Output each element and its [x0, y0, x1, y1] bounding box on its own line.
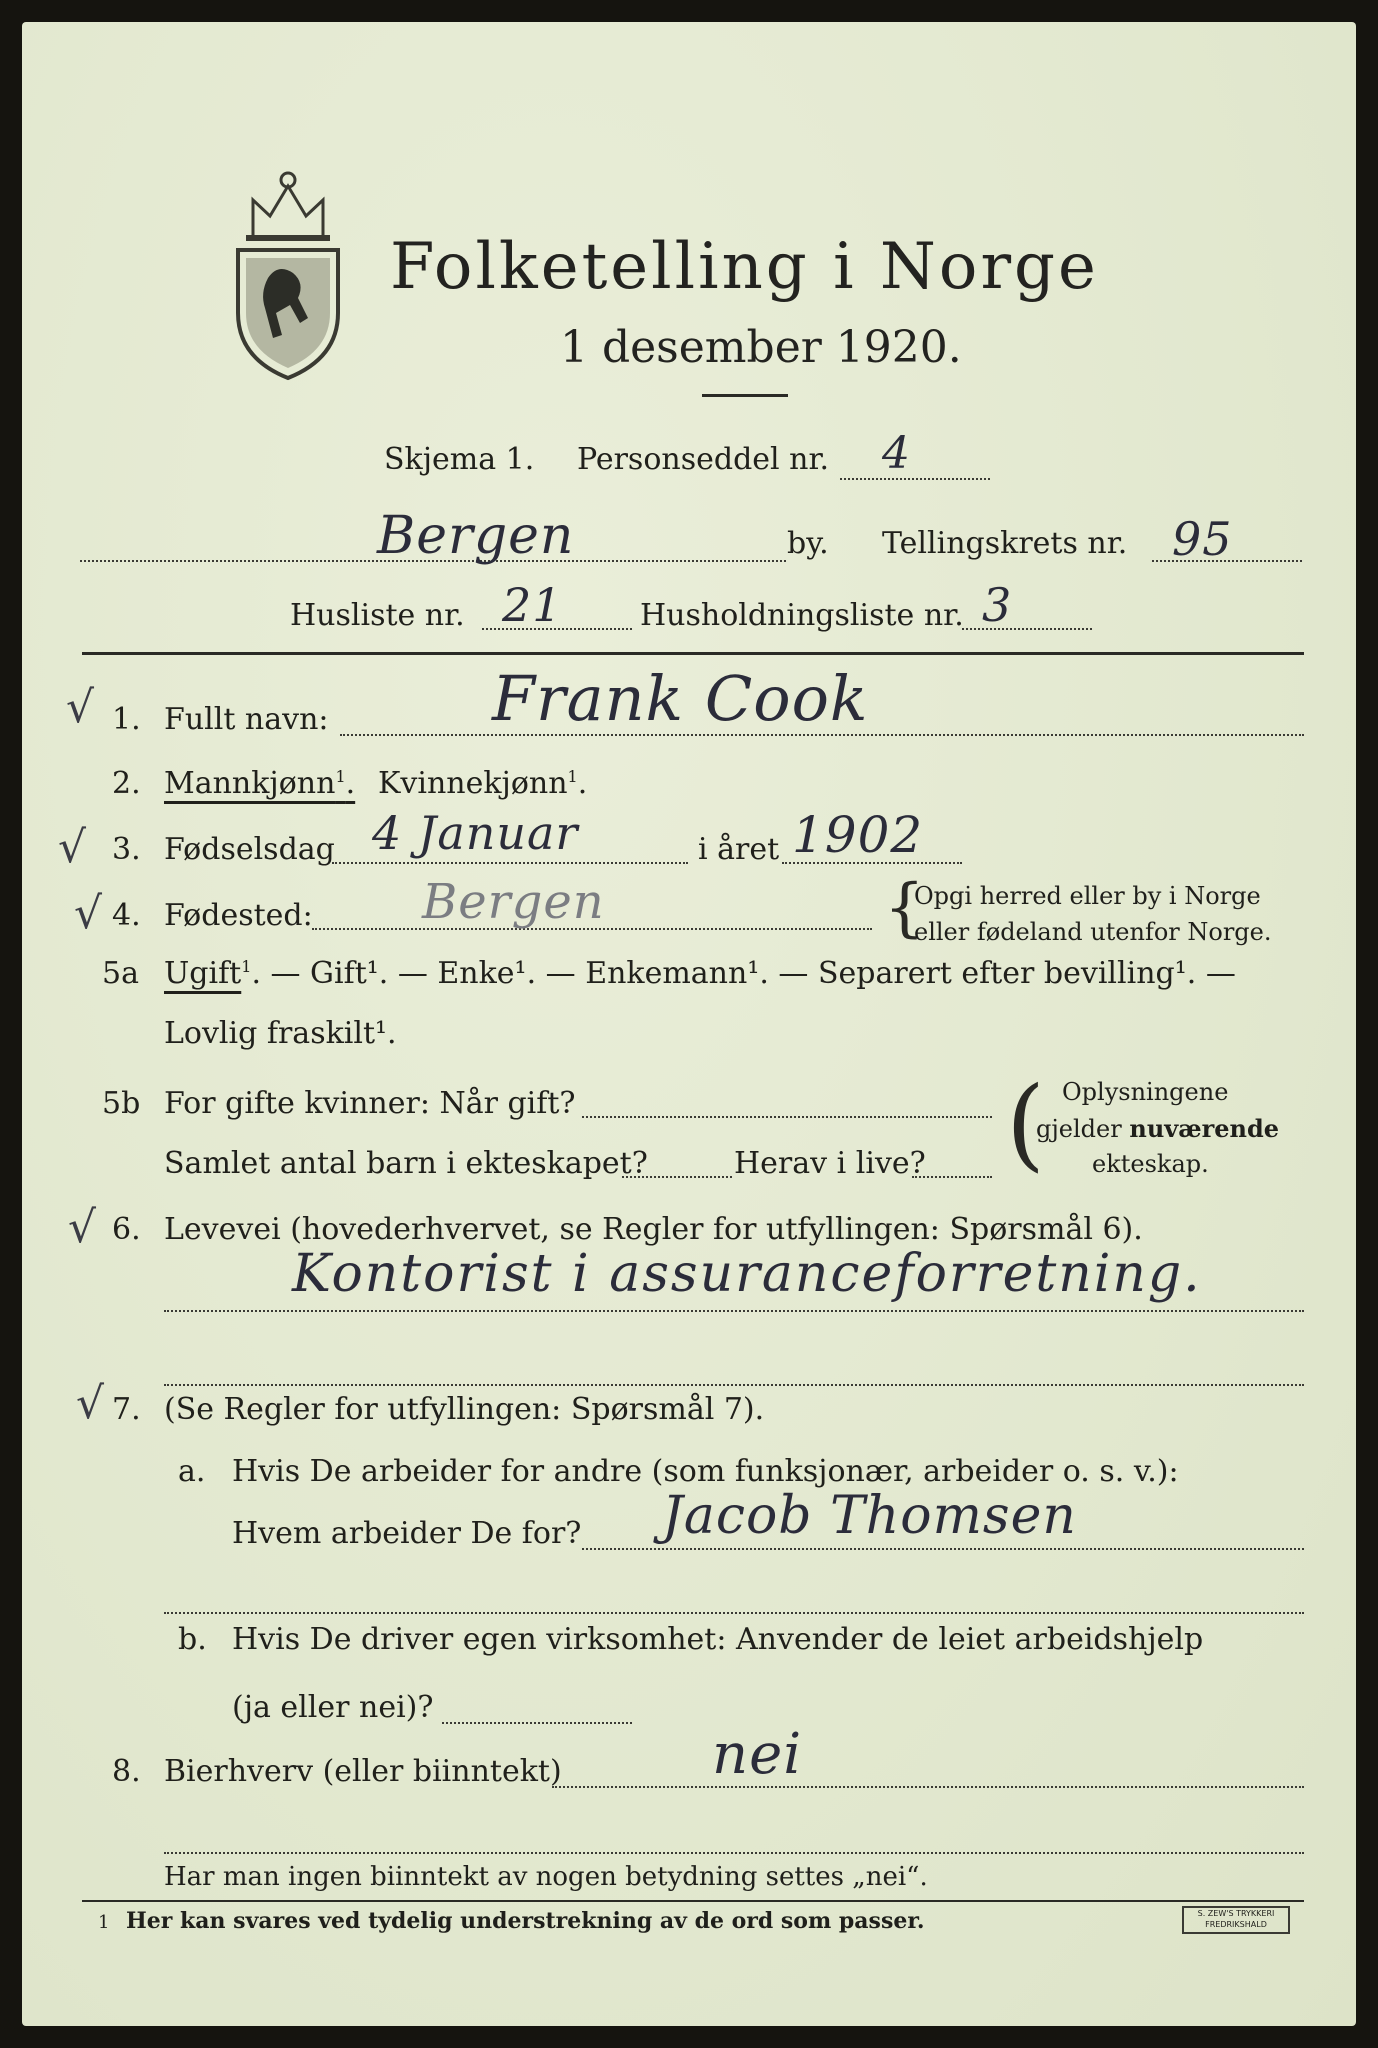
tellingskrets-value: 95 [1172, 512, 1233, 566]
q6-line2 [164, 1384, 1304, 1386]
check-mark-q7: √ [76, 1378, 105, 1429]
nei-note: Har man ingen biinntekt av nogen betydning settes „nei“. [164, 1862, 928, 1892]
q5a-options: Ugift$^1$. — Gift¹. — Enke¹. — Enkemann¹. — Separert efter bevilling¹. — [164, 956, 1236, 991]
q3-label: Fødselsdag [164, 832, 335, 867]
form-title: Folketelling i Norge [390, 230, 1099, 304]
q6-line1 [164, 1310, 1304, 1312]
q7b-letter: b. [178, 1622, 207, 1657]
q5b-number: 5b [102, 1086, 141, 1121]
q8-label: Bierhverv (eller biinntekt) [164, 1754, 562, 1789]
q1-number: 1. [112, 702, 141, 737]
check-mark-q4: √ [74, 888, 103, 939]
q4-number: 4. [112, 898, 141, 933]
q5b-line1: For gifte kvinner: Når gift? [164, 1086, 576, 1121]
q7a-line [582, 1548, 1304, 1550]
q8-value: nei [712, 1722, 803, 1787]
q2-female-option: Kvinnekjønn$^1$. [378, 766, 588, 801]
q7b-line1: Hvis De driver egen virksomhet: Anvender de leiet arbeidshjelp [232, 1622, 1204, 1657]
personseddel-value: 4 [882, 428, 911, 479]
q5b-note-line3: ekteskap. [1092, 1150, 1209, 1178]
q8-extra-line [164, 1852, 1304, 1854]
footnote-divider [82, 1900, 1304, 1902]
q6-value: Kontorist i assuranceforretning. [292, 1244, 1202, 1304]
footnote-mark: 1 [98, 1912, 110, 1933]
q4-note-line2: eller fødeland utenfor Norge. [914, 918, 1272, 946]
q5b-note-line1: Oplysningene [1062, 1078, 1229, 1106]
q3-day-line [332, 862, 688, 864]
q7-number: 7. [112, 1392, 141, 1427]
footnote-text: Her kan svares ved tydelig understrekning av de ord som passer. [126, 1908, 925, 1934]
check-mark-q1: √ [66, 682, 95, 733]
q5b-children-line [622, 1176, 732, 1178]
q5b-note-brace: ( [1006, 1065, 1046, 1182]
q4-note-brace: { [884, 871, 925, 945]
q1-value: Frank Cook [492, 662, 869, 735]
husliste-label: Husliste nr. [290, 598, 465, 633]
husholdningsliste-label: Husholdningsliste nr. [640, 598, 964, 633]
form-date: 1 desember 1920. [560, 322, 962, 373]
by-value: Bergen [377, 506, 575, 566]
q5b-married-line [582, 1116, 992, 1118]
q5b-alive-line [912, 1176, 992, 1178]
q4-value: Bergen [422, 874, 605, 930]
q5a-ugift-option: Ugift [164, 956, 242, 991]
q6-number: 6. [112, 1212, 141, 1247]
by-label: by. [787, 526, 829, 561]
q3-number: 3. [112, 832, 141, 867]
q3-year-value: 1902 [792, 806, 924, 864]
personseddel-line [840, 478, 990, 480]
meta-divider [82, 652, 1304, 655]
check-mark-q6: √ [68, 1202, 97, 1253]
husholdningsliste-value: 3 [982, 578, 1013, 632]
q5b-alive-label: Herav i live? [734, 1146, 926, 1181]
q2-male-option: Mannkjønn$^1$. [164, 766, 356, 801]
husliste-value: 21 [502, 578, 563, 632]
q5b-children-label: Samlet antal barn i ekteskapet? [164, 1146, 648, 1181]
header-divider [702, 394, 788, 397]
q5a-other-options: . — Gift¹. — Enke¹. — Enkemann¹. — Separert efter bevilling¹. — [251, 956, 1236, 991]
q8-line [552, 1786, 1304, 1788]
norwegian-coat-of-arms-icon [228, 168, 348, 383]
q6-label: Levevei (hovederhvervet, se Regler for utfyllingen: Spørsmål 6). [164, 1212, 1143, 1247]
schema-label: Skjema 1. [384, 442, 535, 477]
q5a-line2: Lovlig fraskilt¹. [164, 1016, 397, 1051]
q7a-line2: Hvem arbeider De for? [232, 1516, 582, 1551]
q7b-line2: (ja eller nei)? [232, 1690, 434, 1725]
personseddel-label: Personseddel nr. [577, 442, 830, 477]
q7a-letter: a. [178, 1454, 206, 1489]
printer-stamp: S. ZEW'S TRYKKERI FREDRIKSHALD [1182, 1906, 1290, 1934]
q4-note-line1: Opgi herred eller by i Norge [914, 882, 1261, 910]
q7a-extra-line [164, 1612, 1304, 1614]
q7a-line1: Hvis De arbeider for andre (som funksjonær, arbeider o. s. v.): [232, 1454, 1179, 1489]
q3-year-label: i året [698, 832, 780, 867]
q2-number: 2. [112, 766, 141, 801]
q8-number: 8. [112, 1754, 141, 1789]
q5b-note-line2: gjelder nuværende [1036, 1114, 1280, 1143]
q7-label: (Se Regler for utfyllingen: Spørsmål 7). [164, 1392, 765, 1427]
q4-label: Fødested: [164, 898, 313, 933]
q3-day-value: 4 Januar [372, 806, 579, 860]
q1-label: Fullt navn: [164, 702, 329, 737]
q7a-value: Jacob Thomsen [662, 1486, 1077, 1546]
q5a-number: 5a [102, 956, 139, 991]
check-mark-q3: √ [58, 822, 87, 873]
q7b-line [442, 1722, 632, 1724]
tellingskrets-label: Tellingskrets nr. [882, 526, 1128, 561]
census-form-sheet [22, 22, 1356, 2026]
